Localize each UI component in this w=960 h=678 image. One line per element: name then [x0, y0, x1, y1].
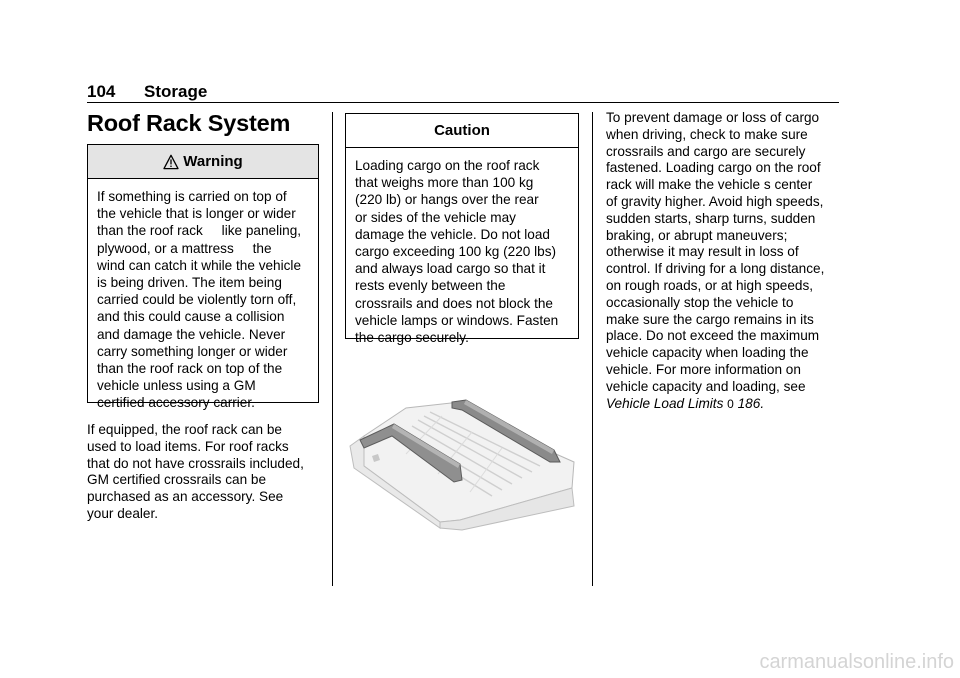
right-line: occasionally stop the vehicle to [606, 294, 794, 310]
warning-line: than the roof rack like paneling, [97, 223, 302, 239]
caution-line: and always load cargo so that it [355, 261, 546, 277]
warning-line: wind can catch it while the vehicle [97, 257, 302, 273]
caution-line: that weighs more than 100 kg [355, 175, 534, 191]
right-line: when driving, check to make sure [606, 126, 808, 142]
caution-line: Loading cargo on the roof rack [355, 158, 540, 173]
reference-page[interactable]: 186 [737, 395, 761, 411]
warning-line: vehicle unless using a GM [97, 378, 256, 394]
caution-header [346, 114, 578, 148]
right-line: vehicle. For more information on [606, 361, 801, 377]
right-line: vehicle capacity when loading the [606, 345, 809, 361]
caution-line: damage the vehicle. Do not load [355, 226, 550, 242]
warning-text [88, 179, 318, 412]
intro-line: purchased as an accessory. See [87, 489, 284, 505]
caution-line: or sides of the vehicle may [355, 209, 516, 225]
caution-line: crossrails and does not block the [355, 295, 553, 311]
warning-label: Warning [183, 153, 243, 170]
right-line: make sure the cargo remains in its [606, 311, 814, 327]
intro-line: that do not have crossrails included, [87, 455, 304, 471]
intro-line: your dealer. [87, 505, 159, 521]
right-line: place. Do not exceed the maximum [606, 328, 820, 344]
warning-line: and damage the vehicle. Never [97, 326, 286, 342]
caution-box [345, 113, 579, 346]
warning-line: than the roof rack on top of the [97, 361, 283, 377]
warning-line: and this could cause a collision [97, 309, 285, 325]
caution-line: cargo exceeding 100 kg (220 lbs) [355, 244, 557, 260]
warning-icon [163, 154, 179, 170]
intro-line: If equipped, the roof rack can be [87, 422, 282, 437]
right-line: otherwise it may result in loss of [606, 244, 799, 260]
warning-line: certified accessory carrier. [97, 395, 255, 411]
section-title: Storage [144, 82, 208, 101]
warning-line: plywood, or a mattress the [97, 240, 272, 256]
column-divider-right [592, 112, 593, 586]
page-number: 104 [87, 82, 116, 101]
roof-rack-illustration [342, 396, 582, 531]
caution-line: vehicle lamps or windows. Fasten [355, 312, 559, 328]
warning-line: carry something longer or wider [97, 343, 288, 359]
header-rule [87, 102, 839, 103]
right-line: fastened. Loading cargo on the roof [606, 160, 821, 176]
warning-box [87, 144, 319, 411]
intro-line: used to load items. For roof racks [87, 438, 289, 454]
caution-line: (220 lb) or hangs over the rear [355, 192, 539, 208]
warning-line: the vehicle that is longer or wider [97, 206, 296, 222]
right-line: To prevent damage or loss of cargo [606, 110, 820, 125]
reference-period: . [760, 395, 765, 411]
right-line: vehicle capacity and loading, see [606, 378, 806, 394]
right-paragraph [606, 110, 846, 412]
page-reference-icon: 0 [727, 396, 734, 411]
intro-line: GM certified crossrails can be [87, 472, 267, 488]
warning-line: If something is carried on top of [97, 189, 287, 204]
right-line: on rough roads, or at high speeds, [606, 277, 814, 293]
right-line: of gravity higher. Avoid high speeds, [606, 193, 824, 209]
page-title: Roof Rack System [87, 110, 291, 136]
reference-link-text[interactable]: Vehicle Load Limits [606, 395, 724, 411]
caution-line: rests evenly between the [355, 278, 506, 294]
right-line: control. If driving for a long distance, [606, 261, 825, 277]
intro-paragraph [87, 422, 327, 523]
caution-line: the cargo securely. [355, 330, 469, 346]
right-line: braking, or abrupt maneuvers; [606, 227, 788, 243]
caution-text [346, 148, 578, 346]
watermark: carmanualsonline.info [759, 651, 954, 673]
warning-line: carried could be violently torn off, [97, 292, 297, 308]
column-divider-left [332, 112, 333, 586]
cross-reference[interactable] [606, 396, 846, 413]
right-line: sudden starts, sharp turns, sudden [606, 210, 816, 226]
right-line: rack will make the vehicle s center [606, 177, 813, 193]
warning-line: is being driven. The item being [97, 275, 282, 291]
right-line: crossrails and cargo are securely [606, 143, 806, 159]
warning-header [88, 145, 318, 179]
caution-label: Caution [434, 122, 490, 139]
